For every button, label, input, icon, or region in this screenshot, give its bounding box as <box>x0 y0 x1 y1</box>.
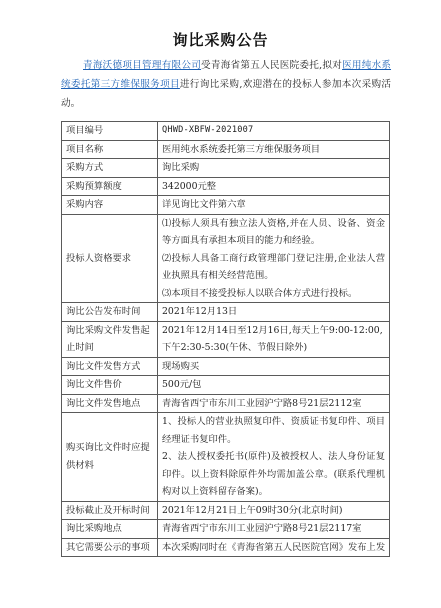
row-key: 询比采购文件发售起止时间 <box>62 321 158 357</box>
table-row <box>62 394 390 413</box>
row-value: 2021年12月21日上午09时30分(北京时间) <box>158 501 390 520</box>
table-row <box>62 520 390 539</box>
table-row <box>62 214 390 303</box>
qualification-item: ⑴投标人须具有独立法人资格,并在人员、设备、资金等方面具有承担本项目的能力和经验。 <box>162 217 385 246</box>
row-value: 青海省西宁市东川工业园沪宁路8号21层2117室 <box>158 520 390 539</box>
info-table <box>61 121 390 557</box>
table-row <box>62 196 390 215</box>
row-key: 询比采购地点 <box>62 520 158 539</box>
row-value: 本次采购同时在《青海省第五人民医院官网》发布上发 <box>158 538 390 557</box>
row-value: 2021年12月14日至12月16日,每天上午9:00-12:00,下午2:30-5:30(午休、节假日除外) <box>158 321 390 357</box>
row-value <box>158 413 390 502</box>
row-key: 询比文件发售地点 <box>62 394 158 413</box>
row-key: 投标人资格要求 <box>62 214 158 303</box>
row-key: 询比文件售价 <box>62 376 158 395</box>
material-item: 1、投标人的营业执照复印件、资质证书复印件、项目经理证书复印件。 <box>162 416 385 445</box>
row-value: QHWD-XBFW-2021007 <box>158 122 390 141</box>
row-key: 购买询比文件时应提供材料 <box>62 413 158 502</box>
table-row <box>62 357 390 376</box>
row-value: 500元/包 <box>158 376 390 395</box>
row-value: 询比采购 <box>158 159 390 178</box>
table-row <box>62 159 390 178</box>
intro-text-1: 受青海省第五人民医院委托,拟对 <box>201 60 343 71</box>
row-key: 投标截止及开标时间 <box>62 501 158 520</box>
qualification-item: ⑵投标人具备工商行政管理部门登记注册,企业法人营业执照具有相关经营范围。 <box>162 252 385 281</box>
project-name: 医用纯水系统委托第三方维保服务项目 <box>61 60 392 90</box>
page-title: 询比采购公告 <box>172 31 269 49</box>
table-row <box>62 321 390 357</box>
table-row <box>62 140 390 159</box>
intro-paragraph <box>61 56 391 113</box>
row-key: 询比公告发布时间 <box>62 303 158 322</box>
table-row <box>62 303 390 322</box>
row-value <box>158 214 390 303</box>
row-value: 342000元整 <box>158 177 390 196</box>
table-row <box>62 177 390 196</box>
table-row <box>62 376 390 395</box>
table-row <box>62 413 390 502</box>
row-key: 其它需要公示的事项 <box>62 538 158 557</box>
table-row <box>62 538 390 557</box>
row-value: 2021年12月13日 <box>158 303 390 322</box>
intro-text-2: 进行询比采购,欢迎潜在的投标人参加本次采购活动。 <box>61 79 391 109</box>
row-key: 项目编号 <box>62 122 158 141</box>
row-value: 医用纯水系统委托第三方维保服务项目 <box>158 140 390 159</box>
row-key: 项目名称 <box>62 140 158 159</box>
table-row <box>62 122 390 141</box>
row-value: 现场购买 <box>158 357 390 376</box>
row-value: 青海省西宁市东川工业园沪宁路8号21层2112室 <box>158 394 390 413</box>
material-item: 2、法人授权委托书(原件)及被授权人、法人身份证复印件。以上资料除原件外均需加盖公章。(联系代理机构对以上资料留存备案)。 <box>162 451 385 497</box>
row-key: 询比文件发售方式 <box>62 357 158 376</box>
agency-name: 青海沃德项目管理有限公司 <box>83 60 202 71</box>
row-key: 采购内容 <box>62 196 158 215</box>
table-row <box>62 501 390 520</box>
row-key: 采购预算额度 <box>62 177 158 196</box>
qualification-item: ⑶本项目不接受投标人以联合体方式进行投标。 <box>162 287 358 299</box>
row-value: 详见询比文件第六章 <box>158 196 390 215</box>
row-key: 采购方式 <box>62 159 158 178</box>
